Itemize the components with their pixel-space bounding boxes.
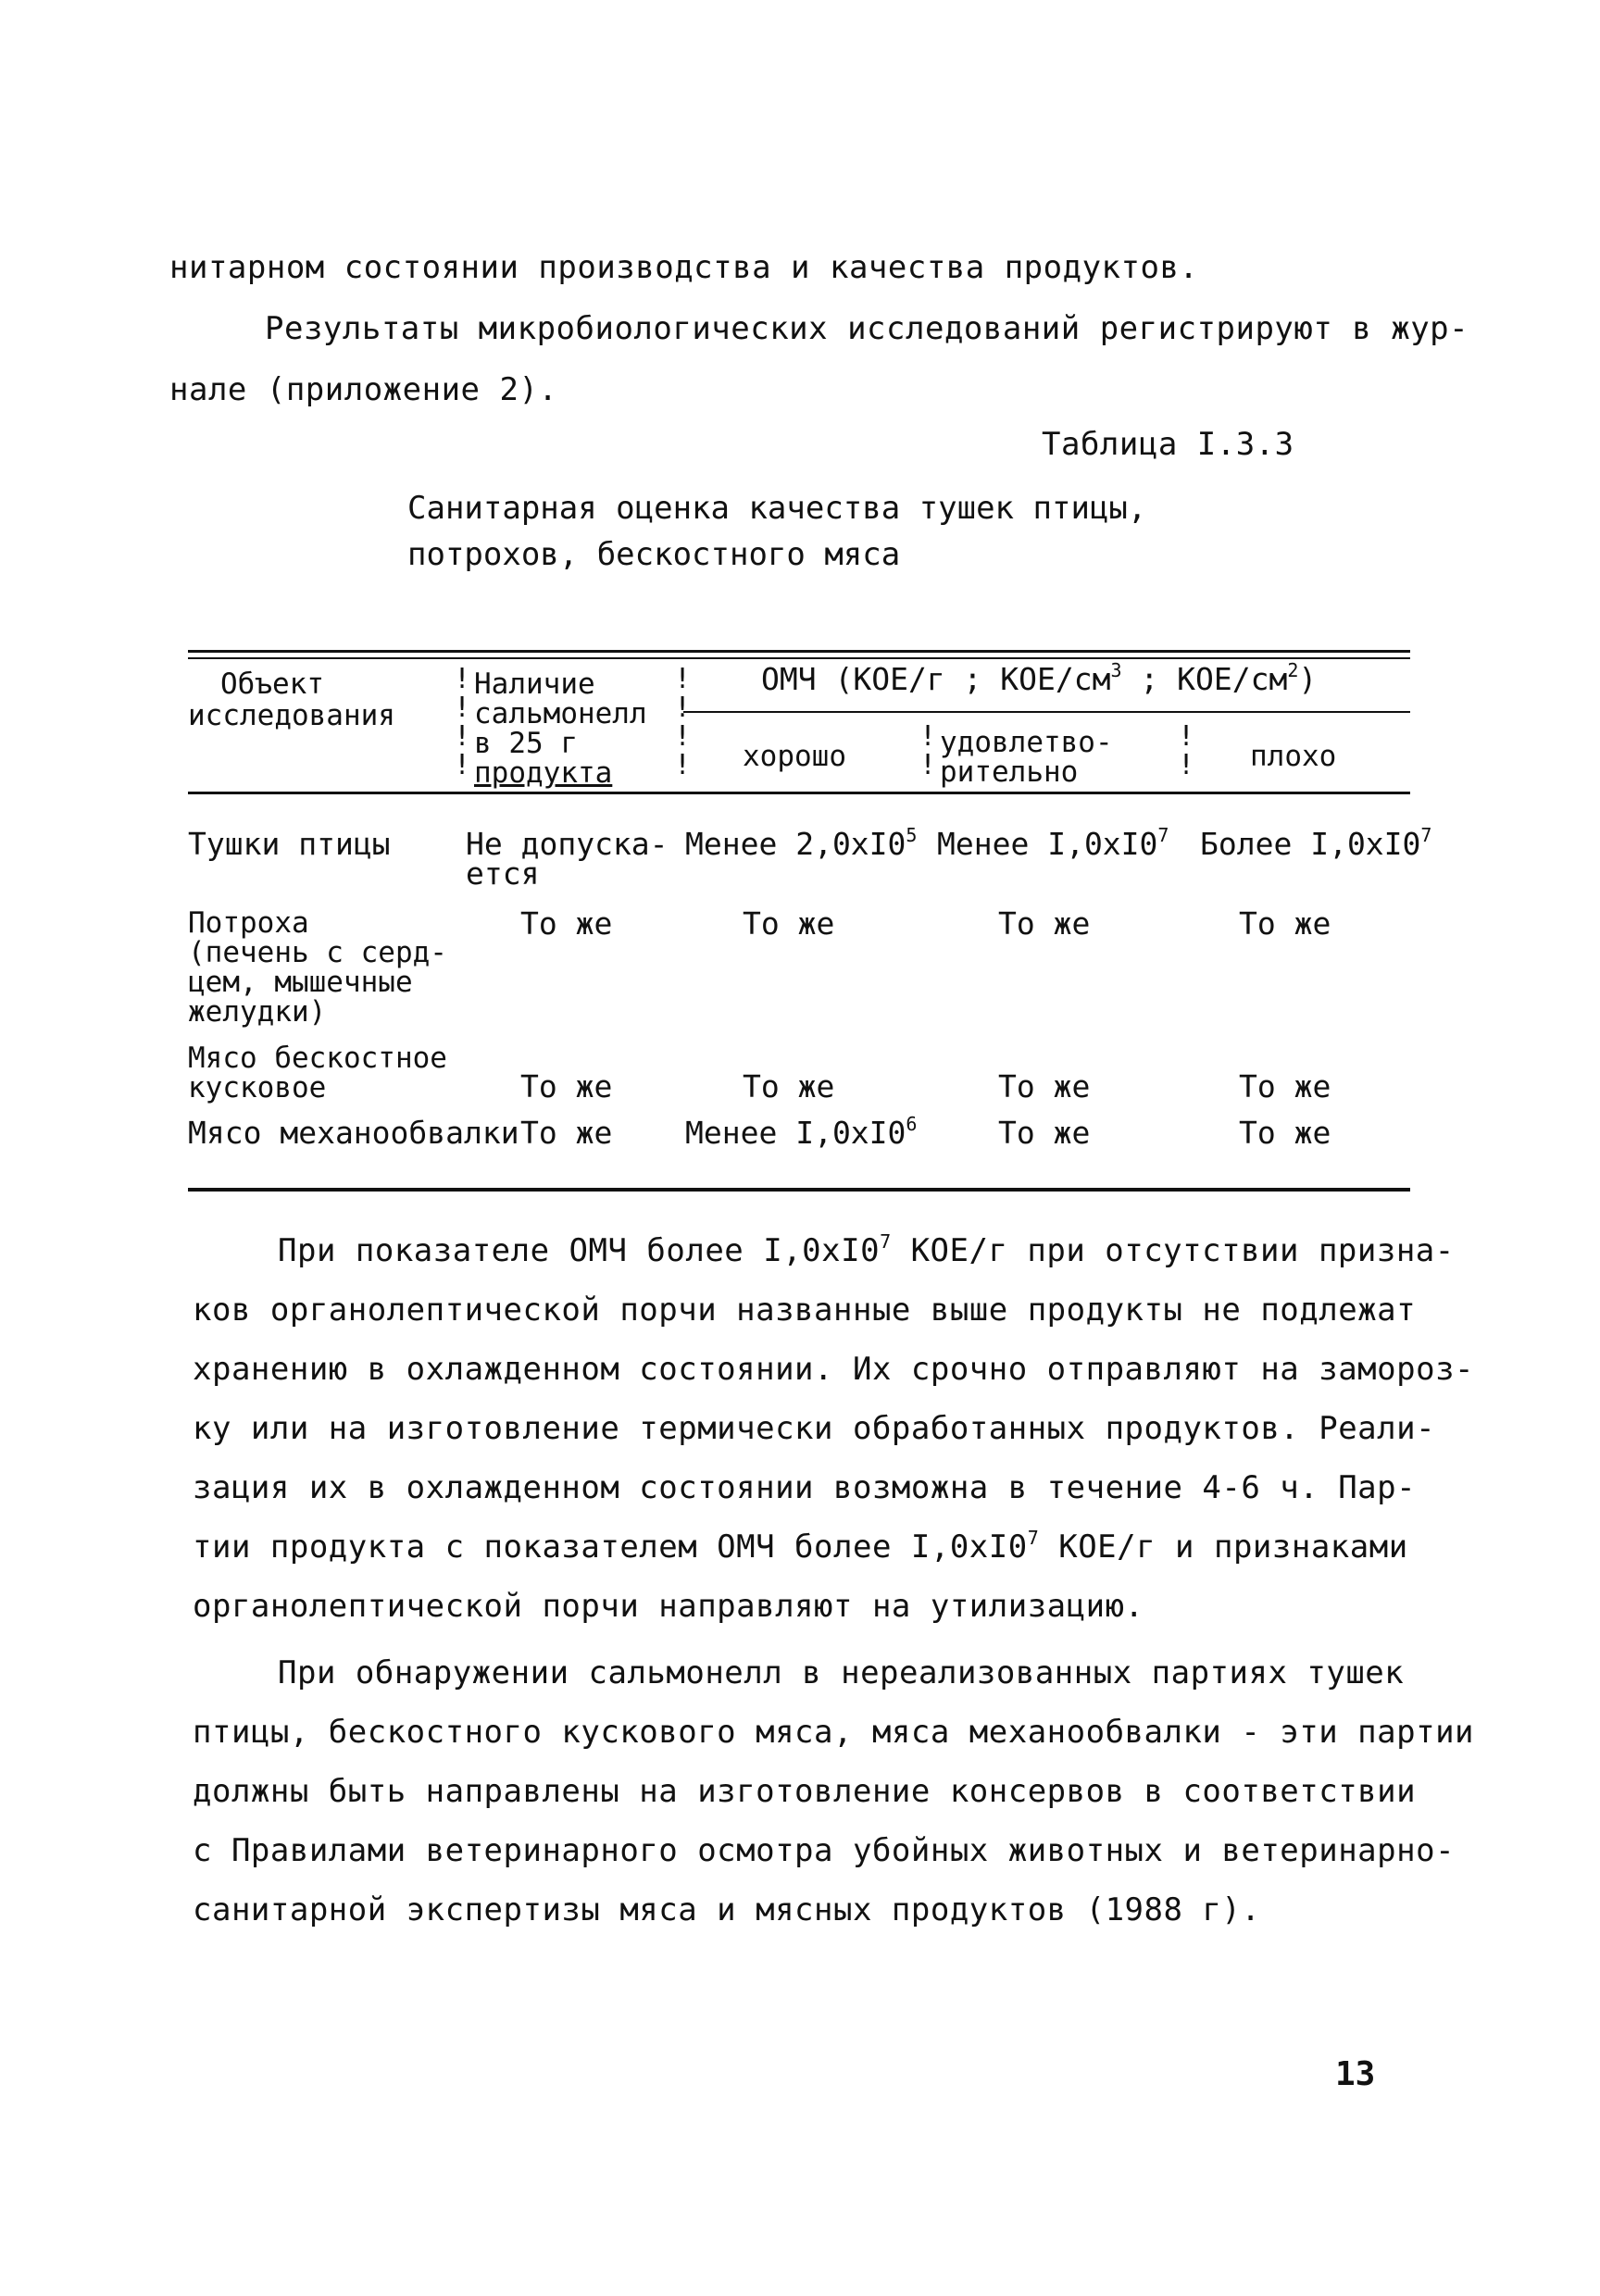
paragraph-2-line-4: с Правилами ветеринарного осмотра убойных животных и ветеринарно- bbox=[193, 1832, 1456, 1869]
row-1-salmonella-line-2: ется bbox=[466, 855, 540, 892]
row-2-bad: То же bbox=[1239, 905, 1331, 942]
row-4-good: Менее $I,0хI0^6$ bbox=[685, 1113, 918, 1151]
header-good: хорошо bbox=[743, 740, 846, 773]
header-separator: ! ! ! ! bbox=[454, 663, 471, 781]
header-separator: ! ! ! ! bbox=[674, 663, 692, 781]
row-1-good: Менее $2,0хI0^5$ bbox=[685, 824, 918, 862]
row-3-salmonella: То же bbox=[520, 1068, 613, 1104]
row-2-satisfactory: То же bbox=[998, 905, 1091, 942]
paragraph-2-line-2: птицы, бескостного кускового мяса, мяса механообвалки - эти партии bbox=[193, 1714, 1475, 1751]
row-2-salmonella: То же bbox=[520, 905, 613, 942]
header-salmonella-line-1: Наличие bbox=[474, 668, 595, 701]
paragraph-1-line-5: зация их в охлажденном состоянии возможна в течение 4-6 ч. Пар- bbox=[193, 1469, 1417, 1506]
header-object-line-2: исследования bbox=[188, 699, 395, 732]
table-omch-rule bbox=[683, 711, 1410, 713]
paragraph-1-line-3: хранению в охлажденном состоянии. Их срочно отправляют на замороз- bbox=[193, 1351, 1475, 1388]
header-salmonella-line-2: сальмонелл bbox=[474, 697, 647, 730]
header-separator: ! ! bbox=[919, 720, 937, 781]
table-title-line-1: Санитарная оценка качества тушек птицы, bbox=[407, 490, 1147, 527]
row-4-object: Мясо механообвалки bbox=[188, 1115, 519, 1151]
header-omch: ОМЧ (КОЕ/г ; КОЕ/$см^3$ ; КОЕ/$см^2$) bbox=[761, 659, 1318, 697]
header-salmonella-line-3: в 25 г bbox=[474, 727, 578, 760]
row-1-bad: Более $I,0хI0^7$ bbox=[1200, 824, 1432, 862]
row-3-satisfactory: То же bbox=[998, 1068, 1091, 1104]
row-2-good: То же bbox=[743, 905, 835, 942]
row-3-object-line-1: Мясо бескостное bbox=[188, 1042, 447, 1075]
table-label: Таблица I.3.3 bbox=[1042, 426, 1294, 463]
row-2-object-line-4: желудки) bbox=[188, 995, 327, 1029]
header-bad: плохо bbox=[1250, 740, 1337, 773]
paragraph-1-line-7: органолептической порчи направляют на утилизацию. bbox=[193, 1588, 1144, 1625]
header-object-line-1: Объект bbox=[220, 668, 324, 701]
paragraph-2-line-3: должны быть направлены на изготовление консервов в соответствии bbox=[193, 1773, 1417, 1810]
row-2-object-line-2: (печень с серд- bbox=[188, 936, 447, 969]
paragraph-1-line-6: тии продукта с показателем ОМЧ более $I,0хI0^7$ КОЕ/г и признаками bbox=[193, 1527, 1408, 1566]
intro-line-2: Результаты микробиологических исследований регистрируют в жур- bbox=[265, 310, 1469, 347]
header-satisfactory-line-2: рительно bbox=[940, 755, 1079, 789]
row-4-bad: То же bbox=[1239, 1115, 1331, 1151]
row-2-object-line-3: цем, мышечные bbox=[188, 966, 413, 999]
table-header-rule bbox=[188, 792, 1410, 794]
row-1-satisfactory: Менее $I,0хI0^7$ bbox=[937, 824, 1169, 862]
paragraph-1-line-1: При показателе ОМЧ более $I,0хI0^7$ КОЕ/г при отсутствии призна- bbox=[278, 1230, 1455, 1269]
row-4-salmonella: То же bbox=[520, 1115, 613, 1151]
row-3-bad: То же bbox=[1239, 1068, 1331, 1104]
intro-line-1: нитарном состоянии производства и качества продуктов. bbox=[169, 249, 1199, 286]
table-title-line-2: потрохов, бескостного мяса bbox=[407, 536, 901, 573]
paragraph-1-line-4: ку или на изготовление термически обработанных продуктов. Реали- bbox=[193, 1410, 1436, 1447]
paragraph-2-line-1: При обнаружении сальмонелл в нереализованных партиях тушек bbox=[278, 1654, 1405, 1691]
row-3-object-line-2: кусковое bbox=[188, 1071, 327, 1104]
table-top-rule-2 bbox=[188, 657, 1410, 659]
row-4-satisfactory: То же bbox=[998, 1115, 1091, 1151]
table-top-rule bbox=[188, 650, 1410, 653]
intro-line-3: нале (приложение 2). bbox=[169, 371, 558, 408]
page-number: 13 bbox=[1335, 2055, 1376, 2093]
header-salmonella-line-4: продукта bbox=[474, 756, 613, 790]
row-3-good: То же bbox=[743, 1068, 835, 1104]
row-2-object-line-1: Потроха bbox=[188, 906, 309, 940]
row-1-salmonella-line-1: Не допуска- bbox=[466, 826, 669, 862]
paragraph-1-line-2: ков органолептической порчи названные выше продукты не подлежат bbox=[193, 1292, 1417, 1329]
table-bottom-rule bbox=[188, 1188, 1410, 1192]
header-satisfactory-line-1: удовлетво- bbox=[940, 726, 1113, 759]
row-1-object: Тушки птицы bbox=[188, 826, 391, 862]
paragraph-2-line-5: санитарной экспертизы мяса и мясных продуктов (1988 г). bbox=[193, 1891, 1261, 1928]
header-separator: ! ! bbox=[1178, 720, 1195, 781]
